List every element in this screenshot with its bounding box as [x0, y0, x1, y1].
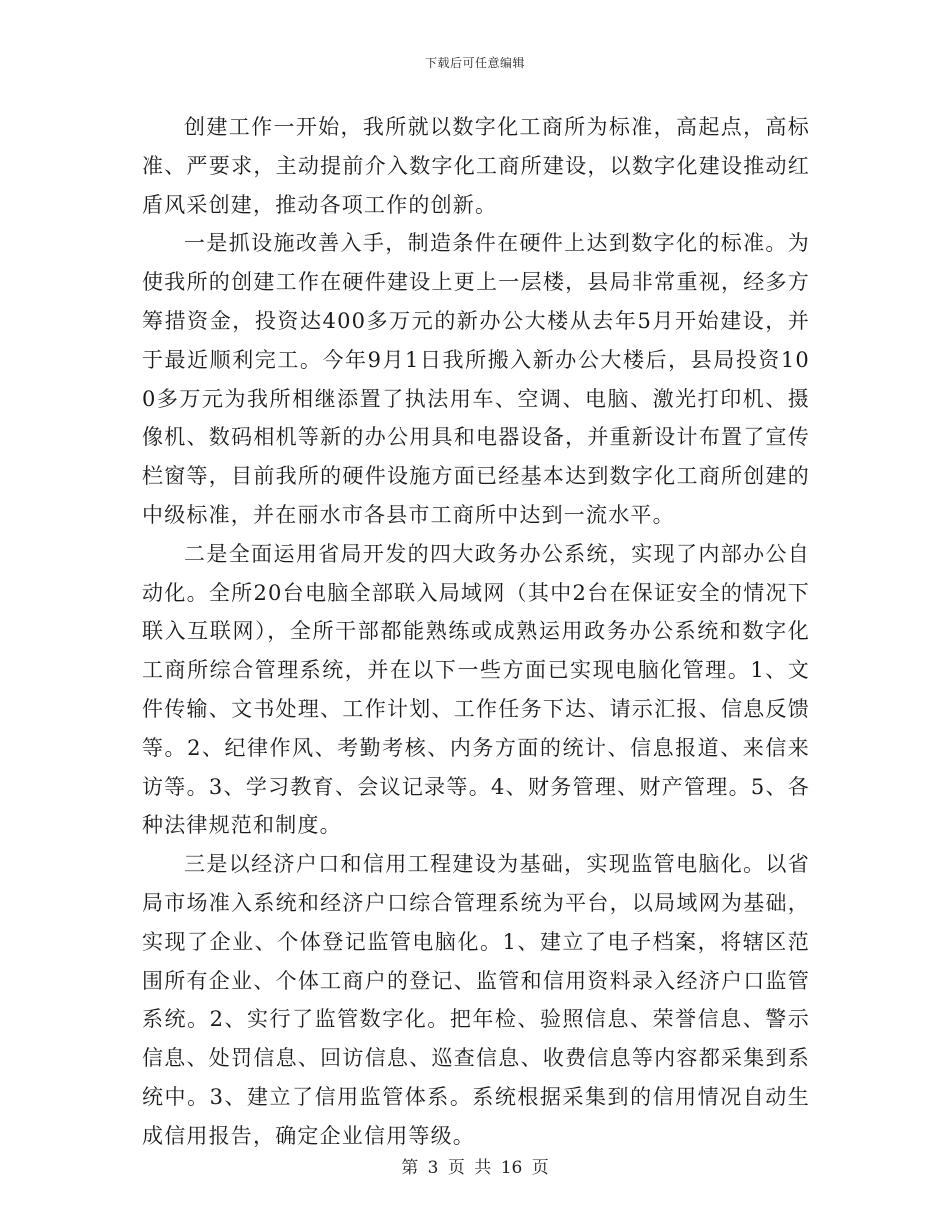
page-footer: 第 3 页 共 16 页	[401, 1158, 549, 1178]
paragraph-2: 一是抓设施改善入手，制造条件在硬件上达到数字化的标准。为使我所的创建工作在硬件建设上更上一层楼，县局非常重视，经多方筹措资金，投资达400多万元的新办公大楼从去年5月开始建设，并于最近顺利完工。今年9月1日我所搬入新办公大楼后，县局投资100多万元为我所相继添置了执法用车、空调、电脑、激光打印机、摄像机、数码相机等新的办公用具和电器设备，并重新设计布置了宣传栏窗等，目前我所的硬件设施方面已经基本达到数字化工商所创建的中级标准，并在丽水市各县市工商所中达到一流水平。	[142, 231, 810, 527]
document-body	[142, 108, 810, 1156]
paragraph-1: 创建工作一开始，我所就以数字化工商所为标准，高起点，高标准、严要求，主动提前介入数字化工商所建设，以数字化建设推动红盾风采创建，推动各项工作的创新。	[142, 115, 810, 217]
page-header: 下载后可任意编辑	[424, 56, 525, 70]
paragraph-4: 三是以经济户口和信用工程建设为基础，实现监管电脑化。以省局市场准入系统和经济户口综合管理系统为平台，以局域网为基础，实现了企业、个体登记监管电脑化。1、建立了电子档案，将辖区范围所有企业、个体工商户的登记、监管和信用资料录入经济户口监管系统。2、实行了监管数字化。把年检、验照信息、荣誉信息、警示信息、处罚信息、回访信息、巡查信息、收费信息等内容都采集到系统中。3、建立了信用监管体系。系统根据采集到的信用情况自动生成信用报告，确定企业信用等级。	[142, 852, 810, 1148]
paragraph-3: 二是全面运用省局开发的四大政务办公系统，实现了内部办公自动化。全所20台电脑全部联入局域网（其中2台在保证安全的情况下联入互联网），全所干部都能熟练或成熟运用政务办公系统和数字化工商所综合管理系统，并在以下一些方面已实现电脑化管理。1、文件传输、文书处理、工作计划、工作任务下达、请示汇报、信息反馈等。2、纪律作风、考勤考核、内务方面的统计、信息报道、来信来访等。3、学习教育、会议记录等。4、财务管理、财产管理。5、各种法律规范和制度。	[142, 541, 810, 838]
